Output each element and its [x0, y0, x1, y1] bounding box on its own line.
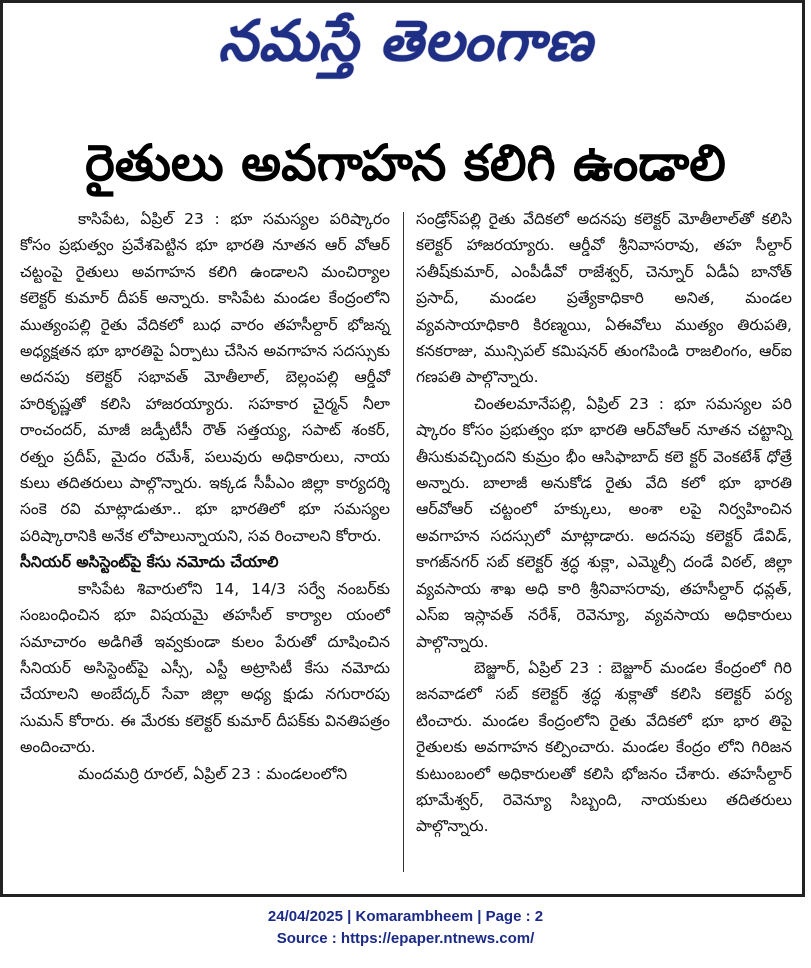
footer-date-line: 24/04/2025 | Komarambheem | Page : 2	[267, 908, 544, 925]
article-left-column	[20, 206, 390, 787]
article-paragraph: కాసిపేట, ఏప్రిల్ 23 : భూ సమస్యల పరిష్కారం కోసం ప్రభుత్వం ప్రవేశపెట్టిన భూ భారతి నూతన ఆర్ వోఆర్ చట్టంపై రైతులు అవగాహన కలిగి ఉండాలని మంచిర్యాల కలెక్టర్ కుమార్ దీపక్ అన్నారు. కాసిపేట మండల కేంద్రంలోని ముత్యంపల్లి రైతు వేదికలో బుధ వారం తహసీల్దార్ భోజన్న అధ్యక్షతన భూ భారతిపై ఏర్పాటు చేసిన అవగాహన సదస్సుకు అదనపు కలెక్టర్ సభావత్ మోతీలాల్, బెల్లంపల్లి ఆర్డీవో హరికృష్ణతో కలిసి హాజరయ్యారు. సహకార చైర్మన్ నీలా రాంచందర్, మాజీ జడ్పీటీసీ రౌత్ సత్తయ్య, సపాట్ శంకర్, రత్నం ప్రదీప్, మైదం రమేశ్, పలువురు అధికారులు, నాయ కులు తదితరులు పాల్గొన్నారు. ఇక్కడ సీపీఎం జిల్లా కార్యదర్శి సంకె రవి మాట్లాడుతూ.. భూ భారతిలో భూ సమస్యల పరిష్కారానికి అనేక లోపాలున్నాయని, సవ రించాలని కోరారు.	[20, 210, 390, 545]
article-paragraph: చింతలమానేపల్లి, ఏప్రిల్ 23 : భూ సమస్యల పరి ష్కారం కోసం ప్రభుత్వం భూ భారతి ఆర్‌వోఆర్ నూతన చట్టాన్ని తీసుకువచ్చిందని కుమ్రం భీం ఆసిఫాబాద్ కలె క్టర్ వెంకటేశ్ ధోత్రే అన్నారు. బాలాజీ అనుకోడ రైతు వేది కలో భూ భారతి ఆర్‌వోఆర్ చట్టంలో హక్కులు, అంశా లపై నిర్వహించిన అవగాహన సదస్సులో మాట్లాడారు. అదనపు కలెక్టర్ డేవిడ్, కాగజ్‌నగర్ సబ్ కలెక్టర్ శ్రద్ధ శుక్లా, ఎమ్మెల్సీ దండే విఠల్, జిల్లా వ్యవసాయ శాఖ అధి కారి శ్రీనివాసరావు, తహసీల్దార్ ధవ్లత్, ఎస్ఐ ఇస్లావత్ నరేశ్, రెవెన్యూ, వ్యవసాయ అధికారులు పాల్గొన్నారు.	[416, 394, 792, 651]
article-paragraph: బెజ్జూర్, ఏప్రిల్ 23 : బెజ్జూర్ మండల కేంద్రంలో గిరి జనవాడలో సబ్ కలెక్టర్ శ్రద్ధ శుక్లాతో కలిసి కలెక్టర్ పర్య టించారు. మండల కేంద్రంలోని రైతు వేదికలో భూ భార తిపై రైతులకు అవగాహన కల్పించారు. మండల కేంద్రం లోని గిరిజన కుటుంబంలో అధికారులతో కలిసి భోజనం చేశారు. తహసీల్దార్ భూమేశ్వర్, రెవెన్యూ సిబ్బంది, నాయకులు తదితరులు పాల్గొన్నారు.	[416, 658, 792, 836]
column-divider	[403, 212, 404, 872]
article-headline: రైతులు అవగాహన కలిగి ఉండాలి	[85, 134, 726, 192]
article-paragraph: సండ్రోన్‌పల్లి రైతు వేదికలో అదనపు కలెక్టర్ మోతీలాల్‌తో కలిసి కలెక్టర్ హాజరయ్యారు. ఆర్డీవో శ్రీనివాసరావు, తహ సీల్దార్ సతీష్‌కుమార్, ఎంపీడీవో రాజేశ్వర్, చెన్నూర్ ఏడీఏ బానోత్ ప్రసాద్, మండల ప్రత్యేకాధికారి అనిత, మండల వ్యవసాయాధికారి కిరణ్మయి, ఏఈవోలు ముత్యం తిరుపతి, కనకరాజు, మున్సిపల్ కమిషనర్ తుంగపిండి రాజలింగం, ఆర్ఐ గణపతి పాల్గొన్నారు.	[416, 210, 792, 387]
article-subheading: సీనియర్ అసిస్టెంట్‌పై కేసు నమోదు చేయాలి	[20, 553, 279, 572]
article-paragraph: మందమర్రి రూరల్, ఏప్రిల్ 23 : మండలంలోని	[78, 764, 348, 783]
footer-source-line: Source : https://epaper.ntnews.com/	[276, 930, 535, 947]
article-paragraph: కాసిపేట శివారులోని 14, 14/3 సర్వే నంబర్‌కు సంబంధించిన భూ విషయమై తహసీల్ కార్యాల యంలో సమాచారం అడిగితే ఇవ్వకుండా కులం పేరుతో దూషించిన సీనియర్ అసిస్టెంట్‌పై ఎస్సీ, ఎస్టీ అట్రాసిటీ కేసు నమోదు చేయాలని అంబేద్కర్ సేవా జిల్లా అధ్య క్షుడు నగురారపు సుమన్ కోరారు. ఈ మేరకు కలెక్టర్ కుమార్ దీపక్‌కు వినతిపత్రం అందించారు.	[20, 579, 390, 757]
article-right-column	[416, 206, 792, 840]
newspaper-masthead: నమస్తే తెలంగాణ	[218, 9, 593, 74]
